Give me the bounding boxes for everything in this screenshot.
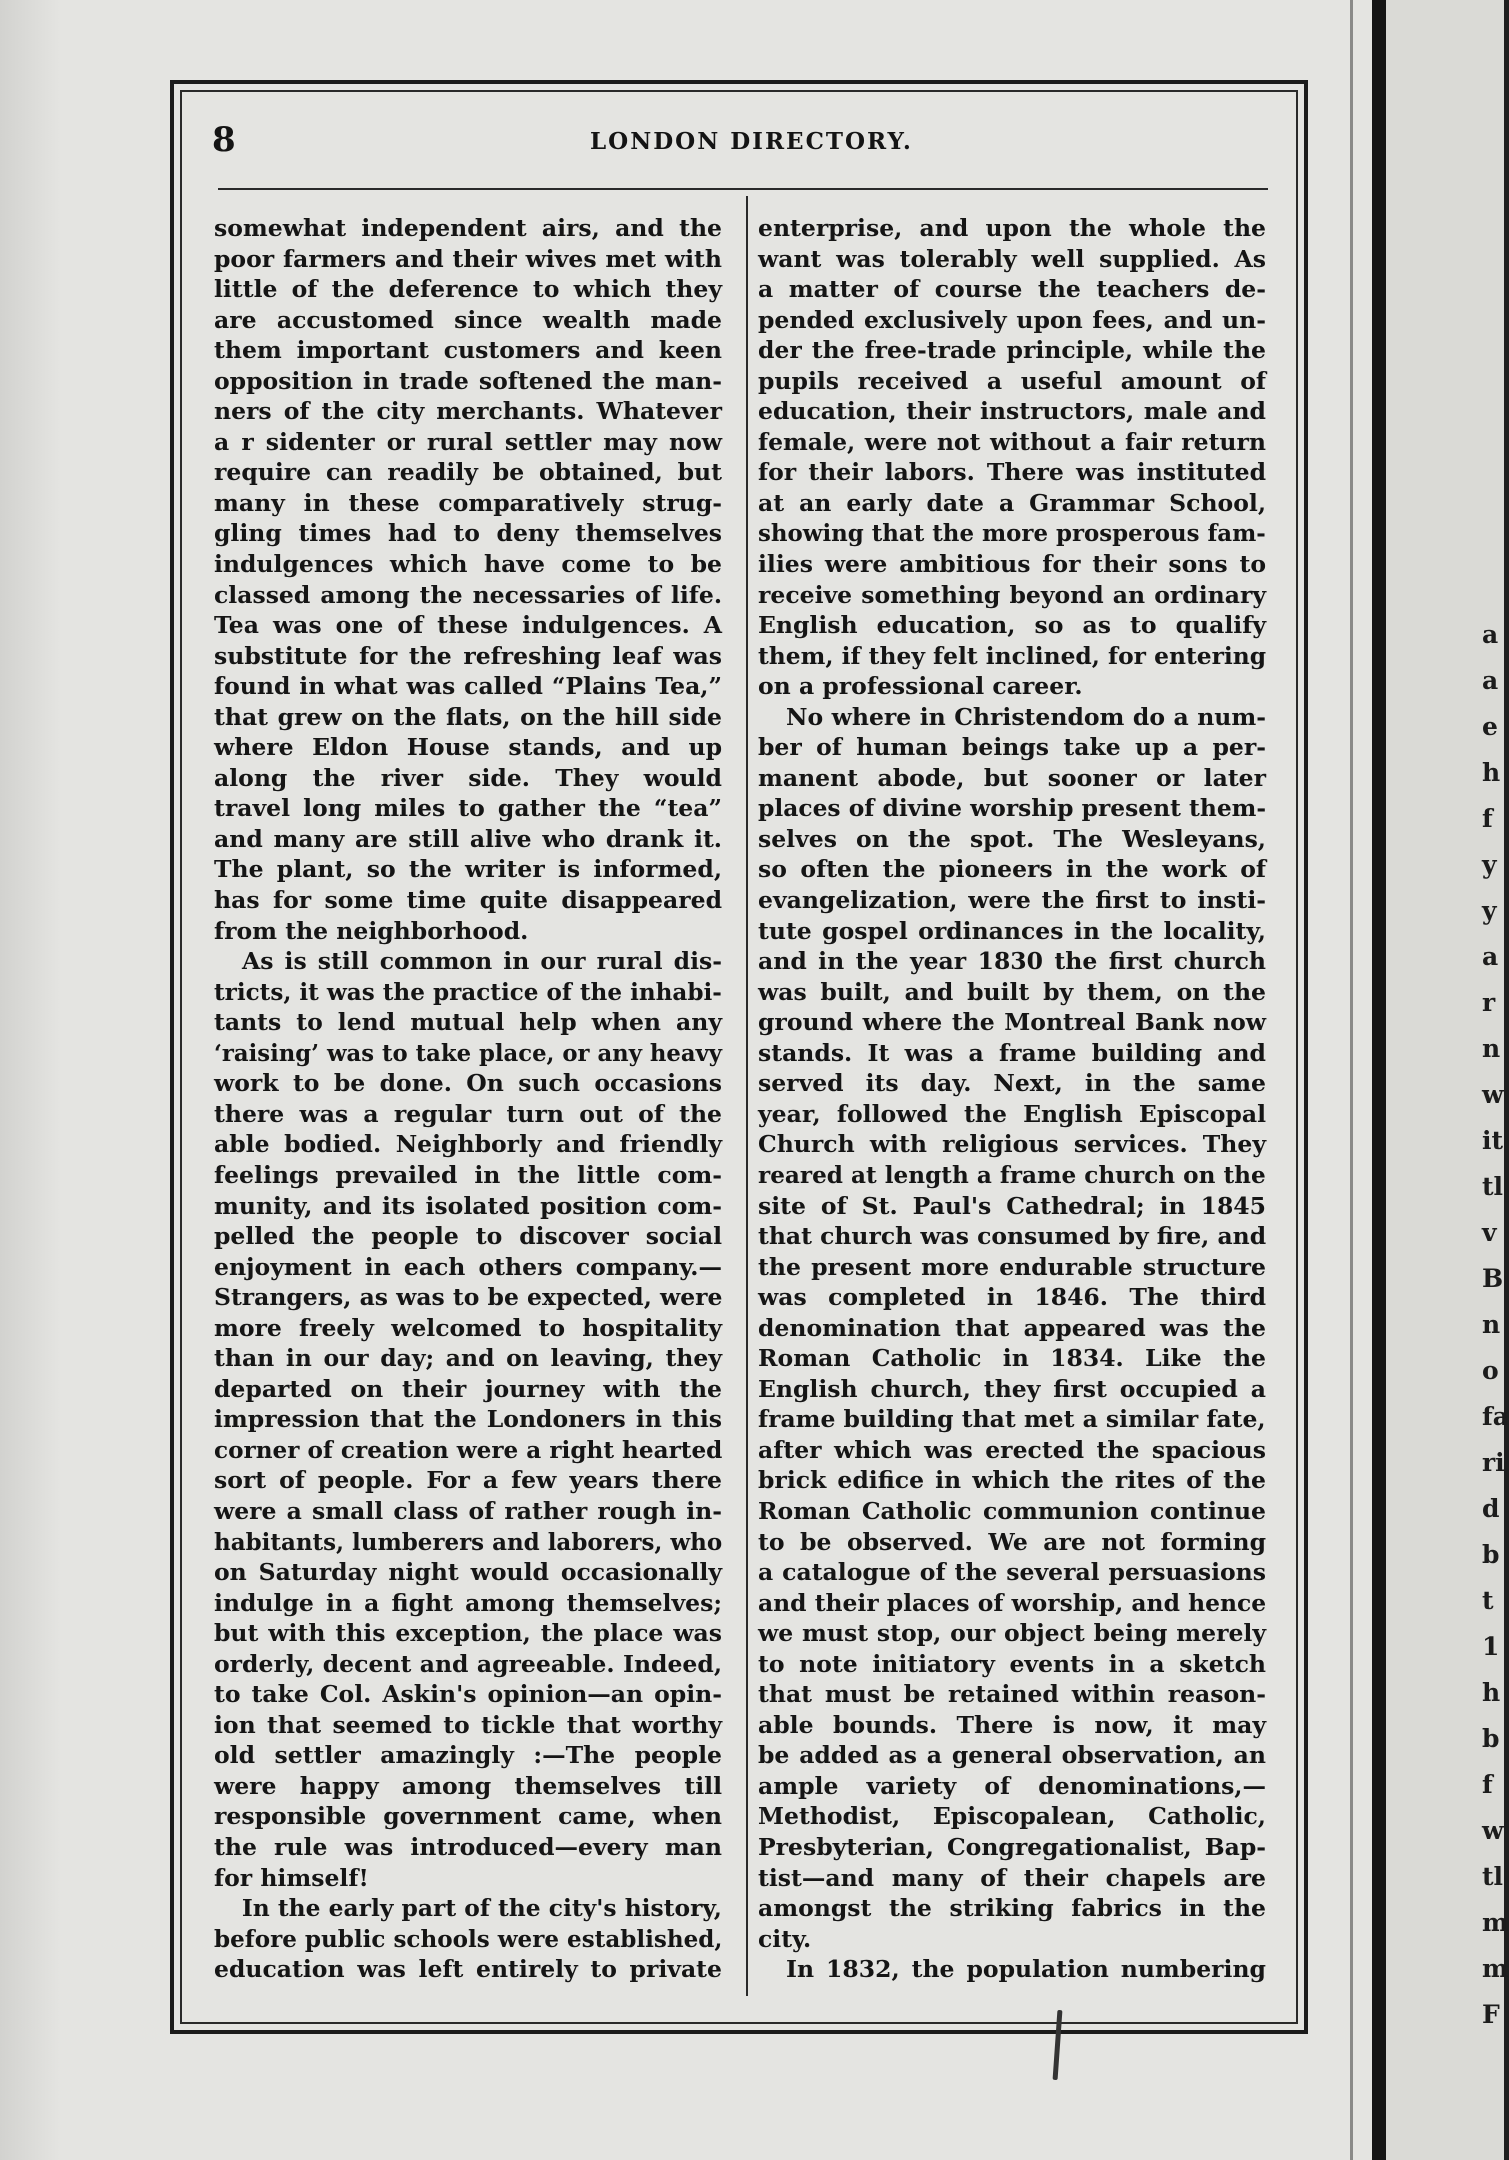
text-line: year, followed the English Episcopal [758, 1099, 1266, 1128]
text-line: evangelization, were the first to insti- [758, 886, 1266, 915]
adjacent-page-glyph: it [1482, 1126, 1504, 1155]
text-line: a matter of course the teachers de- [758, 275, 1266, 304]
text-line: enterprise, and upon the whole the [758, 214, 1266, 242]
text-line: city. [758, 1924, 812, 1953]
text-line: travel long miles to gather the “tea” [214, 794, 722, 823]
text-line: indulgences which have come to be [214, 550, 722, 579]
text-line: that grew on the flats, on the hill side [214, 702, 722, 731]
text-line: Tea was one of these indulgences. A [214, 611, 722, 640]
text-line: more freely welcomed to hospitality [214, 1313, 722, 1342]
adjacent-page-glyph: a [1482, 620, 1499, 649]
text-line: ion that seemed to tickle that worthy [214, 1710, 722, 1739]
text-line: ilies were ambitious for their sons to [758, 550, 1266, 579]
text-line: a r sidenter or rural settler may now [214, 427, 722, 456]
text-line: them, if they felt inclined, for entering [758, 641, 1267, 670]
text-line: pelled the people to discover social [214, 1222, 722, 1251]
page-edge-shadow [1350, 0, 1353, 2160]
book-binding-gutter [1372, 0, 1386, 2160]
text-line: substitute for the refreshing leaf was [214, 641, 722, 670]
text-line: ners of the city merchants. Whatever [214, 397, 722, 426]
header-rule [218, 188, 1268, 190]
text-line: tute gospel ordinances in the locality, [758, 916, 1266, 945]
text-line: and many are still alive who drank it. [214, 824, 722, 853]
text-line: a catalogue of the several persuasions [758, 1558, 1266, 1587]
text-line: from the neighborhood. [214, 916, 529, 945]
text-line: to be observed. We are not forming [758, 1527, 1266, 1556]
text-line: somewhat independent airs, and the [214, 214, 722, 242]
adjacent-page-glyph: b [1482, 1540, 1500, 1569]
text-line: were happy among themselves till [214, 1771, 722, 1800]
text-line: orderly, decent and agreeable. Indeed, [214, 1649, 722, 1678]
text-line: along the river side. They would [214, 763, 722, 792]
text-line: English church, they first occupied a [758, 1374, 1266, 1403]
left-text-column [214, 213, 722, 1985]
text-line: showing that the more prosperous fam- [758, 519, 1266, 548]
text-line: found in what was called “Plains Tea,” [214, 672, 722, 701]
adjacent-page-glyph: t [1482, 1586, 1494, 1615]
adjacent-page-glyph: tl [1482, 1172, 1504, 1201]
adjacent-page-glyph: m [1482, 1954, 1509, 1983]
text-line: for himself! [214, 1863, 369, 1892]
text-line: ground where the Montreal Bank now [758, 1008, 1266, 1037]
right-text-column [758, 213, 1266, 1985]
text-line: the rule was introduced—every man [214, 1832, 722, 1861]
text-line: female, were not without a fair return [758, 427, 1266, 456]
text-line: ‘raising’ was to take place, or any heavy [214, 1038, 722, 1067]
text-line: but with this exception, the place was [214, 1619, 722, 1648]
adjacent-page-glyph: ri [1482, 1448, 1505, 1477]
text-line: stands. It was a frame building and [758, 1038, 1266, 1067]
text-line: English education, so as to qualify [758, 611, 1266, 640]
adjacent-page-glyph: o [1482, 1356, 1499, 1385]
adjacent-page-glyph: 1 [1482, 1632, 1500, 1661]
text-line: be added as a general observation, an [758, 1741, 1266, 1770]
text-line: old settler amazingly :—The people [214, 1741, 722, 1770]
text-line: Presbyterian, Congregationalist, Bap- [758, 1832, 1266, 1861]
text-line: able bodied. Neighborly and friendly [214, 1130, 722, 1159]
adjacent-page-glyph: B [1482, 1264, 1504, 1293]
adjacent-page-glyph: m [1482, 1908, 1509, 1937]
text-line: ber of human beings take up a per- [758, 733, 1266, 762]
text-line: In the early part of the city's history, [241, 1894, 722, 1923]
text-line: there was a regular turn out of the [214, 1099, 722, 1128]
text-line: ample variety of denominations,— [758, 1771, 1266, 1800]
running-head: LONDON DIRECTORY. [590, 128, 913, 155]
text-line: served its day. Next, in the same [758, 1069, 1266, 1098]
text-line: tants to lend mutual help when any [214, 1008, 722, 1037]
adjacent-page-glyph: F [1482, 2000, 1500, 2029]
text-line: denomination that appeared was the [758, 1313, 1266, 1342]
adjacent-page-glyph: h [1482, 758, 1501, 787]
text-line: munity, and its isolated position com- [214, 1191, 722, 1220]
text-line: pupils received a useful amount of [758, 366, 1266, 395]
page-number: 8 [212, 120, 236, 160]
text-line: impression that the Londoners in this [214, 1405, 722, 1434]
adjacent-page-glyph: n [1482, 1310, 1501, 1339]
text-line: many in these comparatively strug- [214, 488, 722, 517]
text-line: selves on the spot. The Wesleyans, [758, 824, 1266, 853]
text-line: to take Col. Askin's opinion—an opin- [214, 1680, 722, 1709]
text-line: was built, and built by them, on the [758, 977, 1266, 1006]
column-divider [746, 196, 748, 1996]
text-line: opposition in trade softened the man- [214, 366, 722, 395]
adjacent-page-glyph: f [1482, 804, 1493, 833]
text-line: responsible government came, when [214, 1802, 722, 1831]
text-line: pended exclusively upon fees, and un- [758, 305, 1266, 334]
text-line: and in the year 1830 the first church [758, 947, 1266, 976]
text-line: to note initiatory events in a sketch [758, 1649, 1266, 1678]
text-line: Roman Catholic communion continue [758, 1496, 1266, 1525]
text-line: As is still common in our rural dis- [242, 947, 722, 976]
text-line: tricts, it was the practice of the inhabi- [214, 977, 722, 1006]
adjacent-page-glyph: y [1482, 850, 1497, 879]
text-line: on a professional career. [758, 672, 1083, 701]
text-line: on Saturday night would occasionally [214, 1558, 722, 1587]
text-line: places of divine worship present them- [758, 794, 1267, 823]
text-line: we must stop, our object being merely [758, 1619, 1266, 1648]
text-line: The plant, so the writer is informed, [214, 855, 722, 884]
text-line: Strangers, as was to be expected, were [214, 1283, 723, 1312]
text-line: manent abode, but sooner or later [758, 763, 1266, 792]
text-line: where Eldon House stands, and up [214, 733, 722, 762]
text-line: gling times had to deny themselves [214, 519, 722, 548]
adjacent-page-glyph: n [1482, 1034, 1501, 1063]
text-line: tist—and many of their chapels are [758, 1863, 1266, 1892]
text-line: der the free-trade principle, while the [758, 336, 1266, 365]
text-line: for their labors. There was instituted [758, 458, 1266, 487]
text-line: brick edifice in which the rites of the [758, 1466, 1266, 1495]
text-line: was completed in 1846. The third [758, 1283, 1266, 1312]
text-line: sort of people. For a few years there [214, 1466, 722, 1495]
text-line: than in our day; and on leaving, they [214, 1344, 722, 1373]
text-line: site of St. Paul's Cathedral; in 1845 [758, 1191, 1266, 1220]
text-line: work to be done. On such occasions [214, 1069, 722, 1098]
text-line: at an early date a Grammar School, [758, 488, 1266, 517]
adjacent-page-glyph: b [1482, 1724, 1500, 1753]
text-line: In 1832, the population numbering [786, 1955, 1266, 1984]
adjacent-page-edge [1386, 0, 1509, 2160]
text-line: them important customers and keen [214, 336, 722, 365]
text-line: were a small class of rather rough in- [214, 1496, 722, 1525]
text-line: habitants, lumberers and laborers, who [214, 1527, 723, 1556]
text-line: and their places of worship, and hence [758, 1588, 1267, 1617]
text-line: enjoyment in each others company.— [214, 1252, 722, 1281]
adjacent-page-glyph: e [1482, 712, 1498, 741]
text-line: No where in Christendom do a num- [786, 702, 1266, 731]
text-line: want was tolerably well supplied. As [758, 244, 1266, 273]
text-line: indulge in a fight among themselves; [214, 1588, 722, 1617]
text-line: feelings prevailed in the little com- [214, 1160, 722, 1189]
adjacent-page-glyph: w [1482, 1816, 1504, 1845]
adjacent-page-glyph: y [1482, 896, 1497, 925]
adjacent-page-glyph: h [1482, 1678, 1501, 1707]
text-line: that church was consumed by fire, and [758, 1222, 1267, 1251]
text-line: education was left entirely to private [214, 1955, 722, 1984]
text-line: corner of creation were a right hearted [214, 1435, 723, 1464]
text-line: after which was erected the spacious [758, 1435, 1266, 1464]
adjacent-page-glyph: a [1482, 942, 1499, 971]
adjacent-page-glyph: tl [1482, 1862, 1504, 1891]
text-line: reared at length a frame church on the [758, 1160, 1266, 1189]
text-line: Church with religious services. They [758, 1130, 1266, 1159]
text-line: are accustomed since wealth made [214, 305, 722, 334]
adjacent-page-glyph: f [1482, 1770, 1493, 1799]
text-line: receive something beyond an ordinary [758, 580, 1266, 609]
adjacent-page-glyph: d [1482, 1494, 1500, 1523]
text-line: that must be retained within reason- [758, 1680, 1266, 1709]
text-line: classed among the necessaries of life. [214, 580, 722, 609]
text-line: education, their instructors, male and [758, 397, 1266, 426]
text-line: able bounds. There is now, it may [758, 1710, 1266, 1739]
adjacent-page-glyph: fa [1482, 1402, 1509, 1431]
text-line: departed on their journey with the [214, 1374, 722, 1403]
text-line: Methodist, Episcopalean, Catholic, [758, 1802, 1266, 1831]
text-line: frame building that met a similar fate, [758, 1405, 1266, 1434]
adjacent-page-glyph: v [1482, 1218, 1497, 1247]
text-line: little of the deference to which they [214, 275, 722, 304]
text-line: before public schools were established, [214, 1924, 723, 1953]
text-line: has for some time quite disappeared [214, 886, 722, 915]
text-line: require can readily be obtained, but [214, 458, 722, 487]
text-line: poor farmers and their wives met with [214, 244, 722, 273]
adjacent-page-glyph: a [1482, 666, 1499, 695]
text-line: the present more endurable structure [758, 1252, 1266, 1281]
adjacent-page-glyph: w [1482, 1080, 1504, 1109]
text-line: so often the pioneers in the work of [758, 855, 1266, 884]
text-line: amongst the striking fabrics in the [758, 1894, 1266, 1923]
text-line: Roman Catholic in 1834. Like the [758, 1344, 1266, 1373]
adjacent-page-glyph: r [1482, 988, 1496, 1017]
